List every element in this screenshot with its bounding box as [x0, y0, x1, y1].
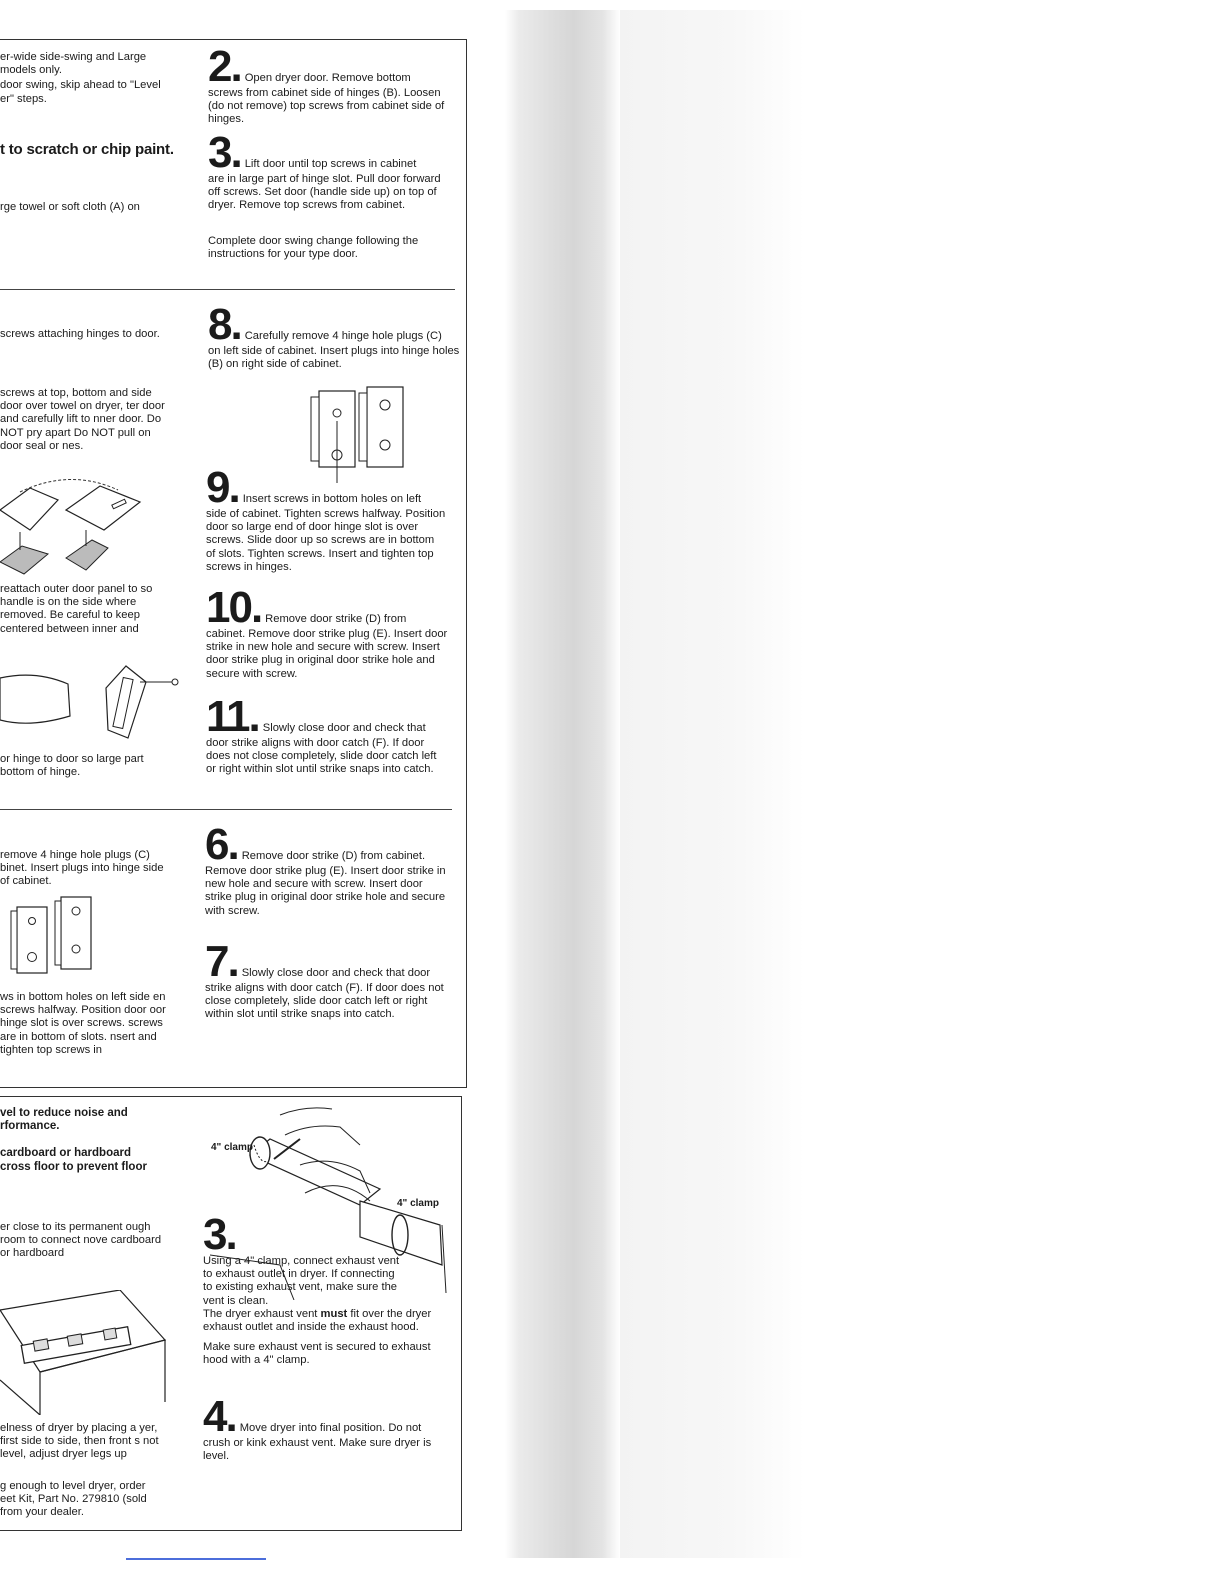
step-7: 7. Slowly close door and check that door strike aligns with door catch (F). If door does not close completely, slide door catch left or right within slot until strike snaps into catch.	[205, 937, 444, 1021]
hinge-plugs-illustration-2	[5, 893, 100, 983]
mid-left-4: or hinge to door so large part bottom of hinge.	[0, 753, 144, 779]
hinge-plugs-illustration	[305, 383, 415, 483]
step-2: 2. Open dryer door. Remove bottom screws from cabinet side of hinges (B). Loosen (do not remove) top screws from cabinet side of hinges.	[208, 42, 445, 126]
mid-left-2: screws at top, bottom and side door over towel on dryer, ter door and carefully lift to nner door. Do NOT pry apart Do NOT pull on door seal or nes.	[0, 387, 165, 452]
blue-line	[126, 1558, 266, 1560]
complete-text: Complete door swing change following the instructions for your type door.	[208, 235, 419, 261]
intro-text: er-wide side-swing and Large models only. door swing, skip ahead to "Level er" steps.	[0, 51, 161, 105]
low-left-2: ws in bottom holes on left side en screws halfway. Position door oor hinge slot is over screws. screws are in bottom of slots. nsert and tighten top screws in	[0, 991, 166, 1056]
towel-text: rge towel or soft cloth (A) on	[0, 201, 140, 213]
level-text-1: er close to its permanent ough room to connect nove cardboard or hardboard	[0, 1221, 162, 1260]
divider-2	[0, 809, 452, 810]
step-3-door: 3. Lift door until top screws in cabinet are in large part of hinge slot. Pull door forward off screws. Set door (handle side up) on top of dryer. Remove top screws from cabinet.	[208, 128, 441, 212]
level-text-2: elness of dryer by placing a yer, first side to side, then front s not level, adjust dryer legs up	[0, 1422, 159, 1461]
low-left-1: remove 4 hinge hole plugs (C) binet. Insert plugs into hinge side of cabinet.	[0, 849, 164, 888]
divider-1	[0, 289, 455, 290]
caution-heading: t to scratch or chip paint.	[0, 141, 174, 158]
step-10: 10. Remove door strike (D) from cabinet. Remove door strike plug (E). Insert door strike in new hole and secure with screw. Insert door strike plug in original door strike hole and secure with screw.	[206, 583, 448, 680]
vent-step-3: 3. Using a 4" clamp, connect exhaust vent to exhaust outlet in dryer. If connecting to existing exhaust vent, make sure the vent is clean. The dryer exhaust vent must fit over the dryer exhaust outlet and inside the exhaust hood. Make sure exhaust vent is secured to exhaust hood with a 4" clamp.	[203, 1210, 432, 1367]
step-8: 8. Carefully remove 4 hinge hole plugs (C) on left side of cabinet. Insert plugs into hinge holes (B) on right side of cabinet.	[208, 300, 460, 371]
clamp-label-1: 4" clamp	[211, 1142, 253, 1153]
level-text-3: g enough to level dryer, order eet Kit, Part No. 279810 (sold from your dealer.	[0, 1480, 147, 1519]
dryer-level-illustration	[0, 1290, 185, 1415]
scan-margin	[620, 10, 805, 1558]
step-11: 11. Slowly close door and check that door strike aligns with door catch (F). If door does not close completely, slide door catch left or right within slot until strike snaps into catch.	[206, 692, 437, 776]
step-6: 6. Remove door strike (D) from cabinet. Remove door strike plug (E). Insert door strike in new hole and secure with screw. Insert door strike plug in original door strike hole and secure with screw.	[205, 820, 446, 917]
level-heading: vel to reduce noise and rformance. cardboard or hardboard cross floor to prevent floor	[0, 1107, 147, 1173]
vent-step-4: 4. Move dryer into final position. Do not crush or kink exhaust vent. Make sure dryer is level.	[203, 1392, 432, 1463]
scan-shadow	[505, 10, 620, 1558]
clamp-label-2: 4" clamp	[397, 1198, 439, 1209]
hinge-attach-illustration	[0, 660, 185, 745]
mid-left-3: reattach outer door panel to so handle is on the side where removed. Be careful to keep centered between inner and	[0, 583, 153, 635]
door-panel-illustration	[0, 470, 150, 580]
step-9: 9. Insert screws in bottom holes on left side of cabinet. Tighten screws halfway. Position door so large end of door hinge slot is over screws. Slide door up so screws are in bottom of slots. Tighten screws. Insert and tighten top screws in hinges.	[206, 463, 446, 573]
mid-left-1: screws attaching hinges to door.	[0, 328, 160, 340]
